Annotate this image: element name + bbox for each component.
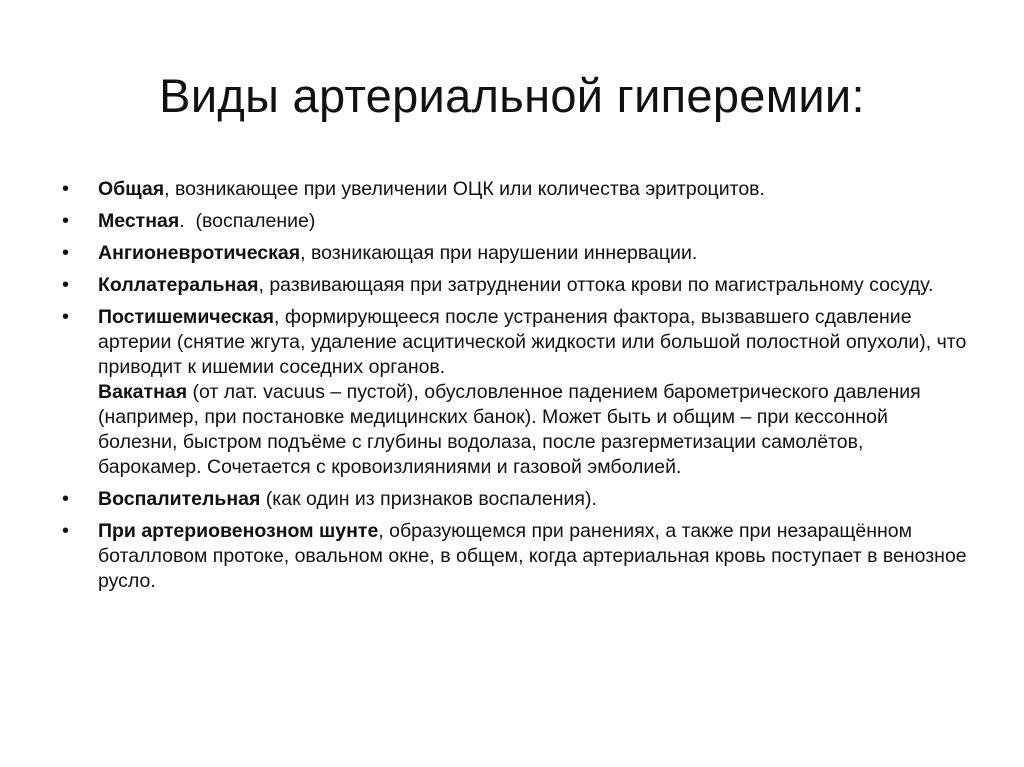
bullet-icon: •: [62, 178, 70, 200]
bullet-text: [98, 177, 967, 202]
bullet-text: [98, 209, 967, 234]
bullet-term: Воспалительная: [98, 488, 261, 510]
bullet-description: , возникающее при увеличении ОЦК или количества эритроцитов.: [164, 178, 765, 200]
bullet-item-angionevroticheskaya: [62, 241, 967, 266]
bullet-term: Постишемическая: [98, 306, 275, 328]
bullet-item-obshchaya: [62, 177, 967, 202]
bullet-item-vospalitelnaya: [62, 487, 967, 512]
bullet-text: [98, 487, 967, 512]
bullet-term: Местная: [98, 210, 180, 232]
slide-title: Виды артериальной гиперемии:: [159, 69, 865, 122]
bullet-icon: •: [62, 274, 70, 296]
bullet-description: . (воспаление): [179, 210, 316, 232]
bullet-item-postishemicheskaya: [62, 305, 967, 480]
bullet-list: [62, 177, 967, 601]
bullet-term: Общая: [98, 178, 165, 200]
bullet-icon: •: [62, 520, 70, 542]
bullet-text: [98, 519, 967, 594]
bullet-icon: •: [62, 242, 70, 264]
bullet-icon: •: [62, 306, 70, 328]
bullet-item-arteriovenoznyi-shunt: [62, 519, 967, 594]
bullet-icon: •: [62, 488, 70, 510]
bullet-item-mestnaya: [62, 209, 967, 234]
bullet-term: Коллатеральная: [98, 274, 259, 296]
bullet-description: , развивающаяя при затруднении оттока крови по магистральному сосуду.: [258, 274, 934, 296]
bullet-description: , образующемся при ранениях, а также при незаращённом боталловом протоке, овальном окне, в общем, когда артериальная кровь поступает в венозное русло.: [98, 520, 967, 592]
bullet-description: , формирующееся после устранения фактора, вызвавшего сдавление артерии (снятие жгута, удаление асцитической жидкости или большой полостной опухоли), что приводит к ишемии соседних органов.: [98, 306, 967, 378]
bullet-description-secondary: (от лат. vacuus – пустой), обусловленное падением барометрического давления (например, при постановке медицинских банок). Может быть и общим – при кессонной болезни, быстром подъёме с глубины водолаза, после разгерметизации самолётов, барокамер. Сочетается с кровоизлияниями и газовой эмболией.: [98, 381, 921, 478]
bullet-term-secondary: Вакатная: [98, 381, 188, 403]
bullet-text: [98, 273, 967, 298]
bullet-text: [98, 241, 967, 266]
bullet-description: , возникающая при нарушении иннервации.: [300, 242, 698, 264]
bullet-item-kollateralnaya: [62, 273, 967, 298]
bullet-paragraph: [98, 305, 967, 380]
bullet-description: (как один из признаков воспаления).: [260, 488, 597, 510]
bullet-term: Ангионевротическая: [98, 242, 301, 264]
bullet-term: При артериовенозном шунте: [98, 520, 379, 542]
bullet-paragraph-vakatnaya: [98, 380, 967, 480]
bullet-text: [98, 305, 967, 480]
bullet-icon: •: [62, 210, 70, 232]
